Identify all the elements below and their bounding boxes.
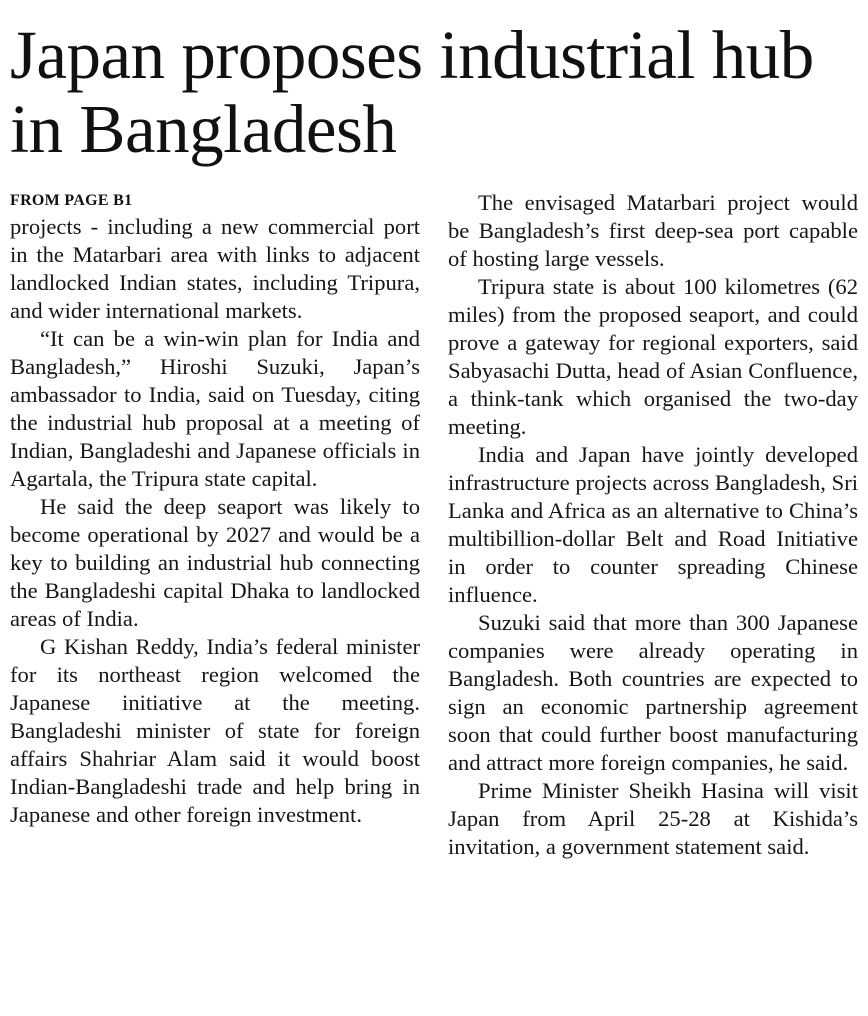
paragraph: The envisaged Matarbari project would be Bangladesh’s first deep-sea port capable of hosting large vessels. [448,190,858,271]
article-column-left [10,189,420,829]
headline: Japan proposes industrial hub in Bangladesh [10,17,814,167]
paragraph: India and Japan have jointly developed infrastructure projects across Bangladesh, Sri Lanka and Africa as an alternative to China’s multibillion-dollar Belt and Road Initiative in order to counter spreading Chinese influence. [448,442,858,607]
paragraph: Tripura state is about 100 kilometres (62 miles) from the proposed seaport, and could prove a gateway for regional exporters, said Sabyasachi Dutta, head of Asian Confluence, a think-tank which organised the two-day meeting. [448,274,858,439]
paragraph: Prime Minister Sheikh Hasina will visit Japan from April 25-28 at Kishida’s invitation, a government statement said. [448,778,858,859]
paragraph: “It can be a win-win plan for India and Bangladesh,” Hiroshi Suzuki, Japan’s ambassador to India, said on Tuesday, citing the industrial hub proposal at a meeting of Indian, Bangladeshi and Japanese officials in Agartala, the Tripura state capital. [10,326,420,491]
article-column-right [448,189,858,861]
jump-label: FROM PAGE B1 [10,192,133,209]
paragraph: projects - including a new commercial port in the Matarbari area with links to adjacent landlocked Indian states, including Tripura, and wider international markets. [10,214,420,323]
paragraph: G Kishan Reddy, India’s federal minister for its northeast region welcomed the Japanese initiative at the meeting. Bangladeshi minister of state for foreign affairs Shahriar Alam said it would boost Indian-Bangladeshi trade and help bring in Japanese and other foreign investment. [10,634,420,827]
paragraph: He said the deep seaport was likely to become operational by 2027 and would be a key to building an industrial hub connecting the Bangladeshi capital Dhaka to landlocked areas of India. [10,494,420,631]
paragraph: Suzuki said that more than 300 Japanese companies were already operating in Bangladesh. Both countries are expected to sign an economic partnership agreement soon that could further boost manufacturing and attract more foreign companies, he said. [448,610,858,775]
